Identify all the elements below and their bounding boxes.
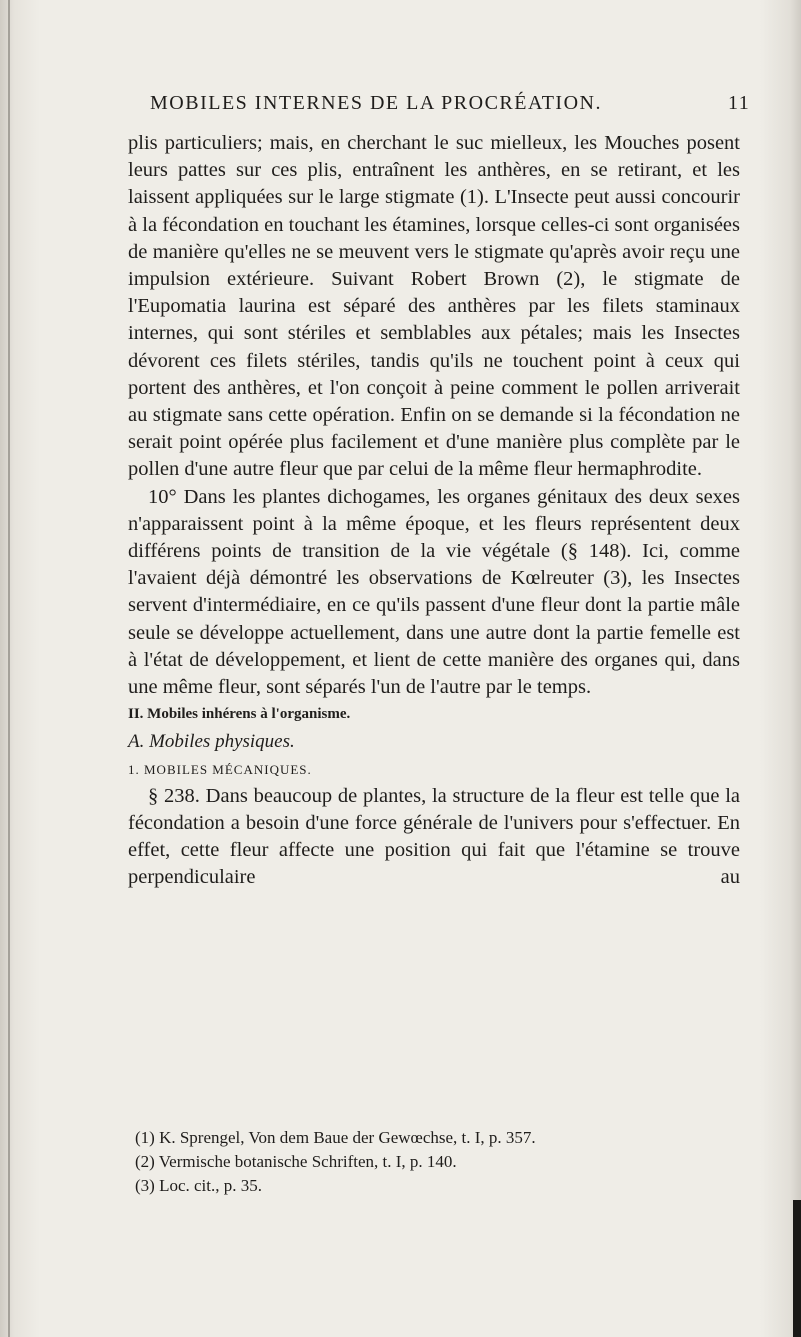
running-title: MOBILES INTERNES DE LA PROCRÉATION. [150,92,602,114]
footnote-3: (3) Loc. cit., p. 35. [135,1176,262,1195]
footnote-2: (2) Vermische botanische Schriften, t. I, p. 140. [135,1152,457,1171]
main-text [128,130,740,892]
paragraph-238: § 238. Dans beaucoup de plantes, la structure de la fleur est telle que la fécondation a besoin d'une force générale de l'univers pour s'effectuer. En effet, cette fleur affecte une position qui fait que l'étamine se trouve perpendiculaire au [128,784,740,889]
paragraph-10: 10° Dans les plantes dichogames, les organes génitaux des deux sexes n'apparaissent point à la même époque, et les fleurs représentent deux différens points de transition de la vie végétale (§ 148). Ici, comme l'avaient déjà démontré les observations de Kœlreuter (3), les Insectes servent d'intermédiaire, en ce qu'ils passent d'une fleur dont la partie mâle seule se développe actuellement, dans une autre dont la partie femelle est à l'état de développement, et lient de cette manière des organes qui, dans une même fleur, sont séparés l'un de l'autre par le temps. [128,485,740,699]
gutter-shadow [8,0,10,1337]
footnote-1: (1) K. Sprengel, Von dem Baue der Gewœchse, t. I, p. 357. [135,1128,536,1147]
page-edge-mark [793,1200,801,1337]
paragraph-continuation: plis particuliers; mais, en cherchant le suc mielleux, les Mouches posent leurs pattes sur ces plis, entraînent les anthères, en se retirant, et les laissent appliquées sur le large stigmate (1). L'Insecte peut aussi concourir à la fécondation en touchant les étamines, lorsque celles-ci sont organisées de manière qu'elles ne se meuvent vers le stigmate qu'après avoir reçu une impulsion extérieure. Suivant Robert Brown (2), le stigmate de l'Eupomatia laurina est séparé des anthères par les filets staminaux internes, qui sont stériles et semblables aux pétales; mais les Insectes dévorent ces filets stériles, tandis qu'ils ne touchent point à ceux qui portent des anthères, et l'on conçoit à peine comment le pollen arriverait au stigmate sans cette opération. Enfin on se demande si la fécondation ne serait point opérée plus facilement et d'une manière plus complète par le pollen d'une autre fleur que par celui de la même fleur hermaphrodite. [128,132,740,481]
sub-subsection-heading: 1. MOBILES MÉCANIQUES. [128,761,312,777]
subsection-heading: A. Mobiles physiques. [128,731,295,753]
section-heading: II. Mobiles inhérens à l'organisme. [128,706,351,723]
page-number: 11 [728,92,751,114]
footnotes [135,1126,735,1198]
